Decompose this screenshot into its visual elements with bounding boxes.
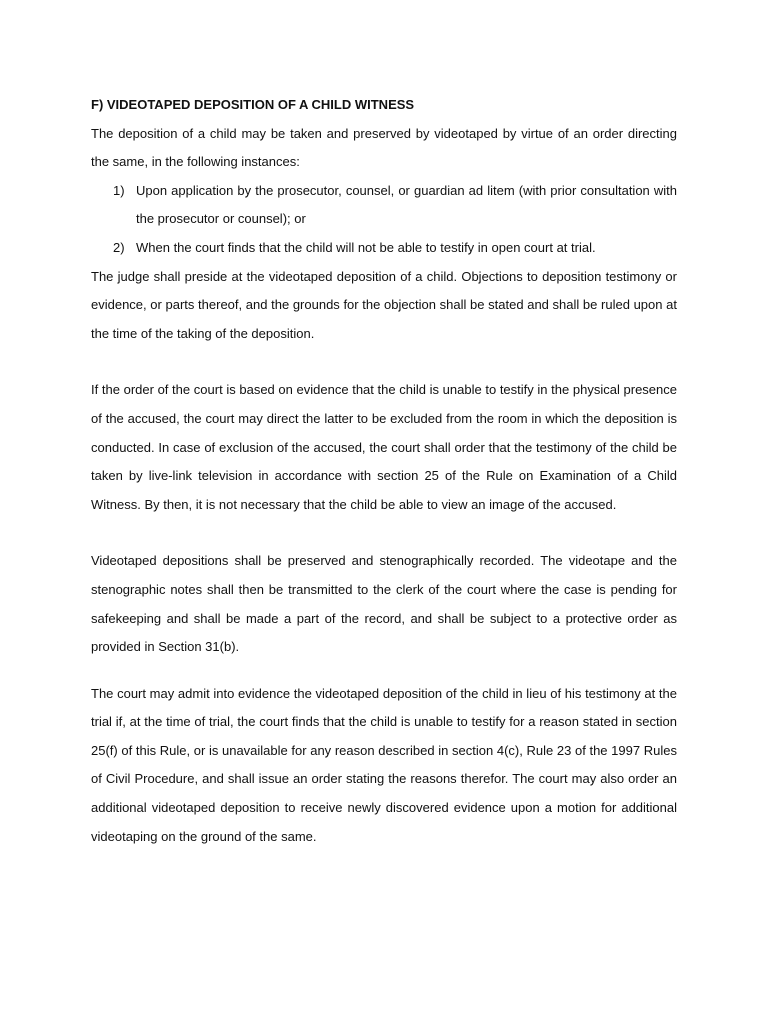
list-item-text: When the court finds that the child will not be able to testify in open court at trial. xyxy=(136,239,596,255)
exclusion-paragraph: If the order of the court is based on evidence that the child is unable to testify in the physical presence of the accused, the court may direct the latter to be excluded from the room in which the deposition is conducted. In case of exclusion of the accused, the court shall order that the testimony of the child be taken by live-link television in accordance with section 25 of the Rule on Examination of a Child Witness. By then, it is not necessary that the child be able to view an image of the accused. xyxy=(91,382,677,512)
preservation-paragraph: Videotaped depositions shall be preserved and stenographically recorded. The videotape and the stenographic notes shall then be transmitted to the clerk of the court where the case is pending for safekeeping and shall be made a part of the record, and shall be subject to a protective order as provided in Section 31(b). xyxy=(91,553,677,655)
section-heading: F) VIDEOTAPED DEPOSITION OF A CHILD WITNESS xyxy=(91,97,415,112)
document-page xyxy=(91,91,677,851)
list-item xyxy=(91,177,677,234)
list-item xyxy=(91,234,677,263)
list-item-number: 1) xyxy=(113,182,125,198)
instances-list xyxy=(91,177,677,263)
intro-paragraph: The deposition of a child may be taken and preserved by videotaped by virtue of an order directing the same, in the following instances: xyxy=(91,125,677,170)
admission-paragraph: The court may admit into evidence the videotaped deposition of the child in lieu of his testimony at the trial if, at the time of trial, the court finds that the child is unable to testify for a reason stated in section 25(f) of this Rule, or is unavailable for any reason described in section 4(c), Rule 23 of the 1997 Rules of Civil Procedure, and shall issue an order stating the reasons therefor. The court may also order an additional videotaped deposition to receive newly discovered evidence upon a motion for additional videotaping on the ground of the same. xyxy=(91,685,677,844)
list-item-number: 2) xyxy=(113,239,125,255)
judge-paragraph: The judge shall preside at the videotaped deposition of a child. Objections to deposition testimony or evidence, or parts thereof, and the grounds for the objection shall be stated and shall be ruled upon at the time of the taking of the deposition. xyxy=(91,268,677,341)
list-item-text: Upon application by the prosecutor, counsel, or guardian ad litem (with prior consultation with the prosecutor or counsel); or xyxy=(136,182,677,227)
